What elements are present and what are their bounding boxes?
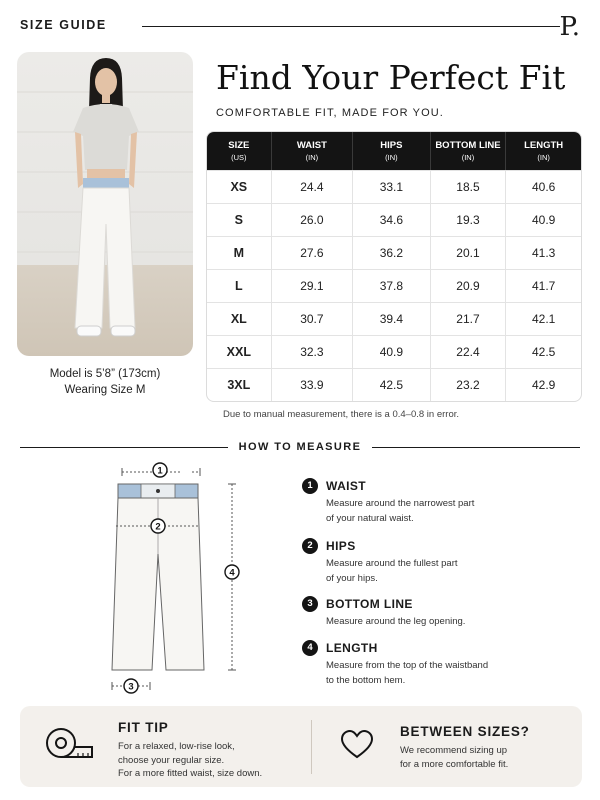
between-sizes-text: We recommend sizing up for a more comfortable fit. bbox=[400, 745, 509, 770]
table-row bbox=[207, 368, 581, 401]
size-guide-label: SIZE GUIDE bbox=[20, 18, 107, 32]
table-row bbox=[207, 203, 581, 236]
length-cell: 41.7 bbox=[505, 269, 581, 302]
heart-icon bbox=[340, 730, 374, 765]
size-cell: XXL bbox=[207, 335, 271, 368]
column-header-bottom-line: BOTTOM LINE (IN) bbox=[430, 132, 506, 170]
hips-cell: 42.5 bbox=[352, 368, 429, 401]
top-bar bbox=[20, 12, 580, 42]
svg-text:3: 3 bbox=[128, 681, 134, 693]
column-header-length: LENGTH (IN) bbox=[505, 132, 581, 170]
how-to-measure-heading bbox=[20, 440, 580, 456]
model-size: Wearing Size M bbox=[64, 384, 146, 396]
bottom-line-cell: 20.9 bbox=[430, 269, 506, 302]
size-chart-table bbox=[206, 131, 582, 402]
hips-cell: 40.9 bbox=[352, 335, 429, 368]
bottom-line-cell: 20.1 bbox=[430, 236, 506, 269]
waist-cell: 29.1 bbox=[271, 269, 353, 302]
table-row bbox=[207, 302, 581, 335]
table-row bbox=[207, 335, 581, 368]
bottom-line-cell: 23.2 bbox=[430, 368, 506, 401]
size-cell: XL bbox=[207, 302, 271, 335]
length-cell: 41.3 bbox=[505, 236, 581, 269]
hips-cell: 33.1 bbox=[352, 170, 429, 203]
size-cell: XS bbox=[207, 170, 271, 203]
step-title: BOTTOM LINE bbox=[326, 597, 413, 611]
length-cell: 42.9 bbox=[505, 368, 581, 401]
step-number: 4 bbox=[302, 640, 318, 656]
tape-measure-icon bbox=[44, 723, 94, 772]
tips-divider bbox=[311, 720, 312, 774]
waist-cell: 27.6 bbox=[271, 236, 353, 269]
step-title: WAIST bbox=[326, 479, 366, 493]
hips-cell: 37.8 bbox=[352, 269, 429, 302]
heading-rule-right bbox=[372, 447, 580, 448]
size-cell: S bbox=[207, 203, 271, 236]
brand-logo: P. bbox=[559, 12, 580, 42]
column-header-waist: WAIST (IN) bbox=[271, 132, 353, 170]
diagram-marker-4 bbox=[225, 565, 239, 579]
bottom-line-cell: 22.4 bbox=[430, 335, 506, 368]
step-description: Measure around the leg opening. bbox=[326, 616, 466, 627]
waist-cell: 33.9 bbox=[271, 368, 353, 401]
fit-tip-text: For a relaxed, low-rise look, choose your regular size. For a more fitted waist, size down. bbox=[118, 741, 263, 779]
tips-panel bbox=[20, 706, 582, 787]
svg-text:2: 2 bbox=[155, 521, 161, 533]
bottom-line-cell: 18.5 bbox=[430, 170, 506, 203]
fit-tip-title: FIT TIP bbox=[118, 720, 169, 735]
column-header-size: SIZE (US) bbox=[207, 132, 271, 170]
page-title: Find Your Perfect Fit bbox=[216, 58, 566, 97]
page-subtitle: COMFORTABLE FIT, MADE FOR YOU. bbox=[216, 107, 444, 119]
size-cell: L bbox=[207, 269, 271, 302]
table-header-row bbox=[207, 132, 581, 170]
bottom-line-cell: 21.7 bbox=[430, 302, 506, 335]
waist-cell: 26.0 bbox=[271, 203, 353, 236]
step-number: 2 bbox=[302, 538, 318, 554]
measurement-note: Due to manual measurement, there is a 0.4–0.8 in error. bbox=[222, 409, 460, 420]
step-title: HIPS bbox=[326, 539, 356, 553]
diagram-marker-1 bbox=[153, 463, 167, 477]
column-header-hips: HIPS (IN) bbox=[352, 132, 429, 170]
section-title: HOW TO MEASURE bbox=[238, 441, 362, 453]
model-height: Model is 5’8” (173cm) bbox=[49, 368, 161, 380]
step-number: 1 bbox=[302, 478, 318, 494]
model-photo bbox=[17, 52, 193, 356]
step-title: LENGTH bbox=[326, 641, 378, 655]
step-description: Measure around the fullest part of your hips. bbox=[326, 558, 458, 584]
size-cell: 3XL bbox=[207, 368, 271, 401]
svg-text:1: 1 bbox=[157, 465, 163, 477]
diagram-marker-3 bbox=[124, 679, 138, 693]
header-rule bbox=[142, 26, 560, 27]
table-row bbox=[207, 236, 581, 269]
length-cell: 42.5 bbox=[505, 335, 581, 368]
step-description: Measure from the top of the waistband to the bottom hem. bbox=[326, 660, 489, 686]
between-sizes-title: BETWEEN SIZES? bbox=[400, 724, 530, 739]
diagram-marker-2 bbox=[151, 519, 165, 533]
waist-cell: 30.7 bbox=[271, 302, 353, 335]
svg-text:4: 4 bbox=[229, 567, 235, 579]
size-cell: M bbox=[207, 236, 271, 269]
hips-cell: 36.2 bbox=[352, 236, 429, 269]
step-number: 3 bbox=[302, 596, 318, 612]
model-caption bbox=[17, 366, 193, 398]
length-cell: 40.6 bbox=[505, 170, 581, 203]
waist-cell: 24.4 bbox=[271, 170, 353, 203]
table-row bbox=[207, 269, 581, 302]
trousers-diagram bbox=[100, 458, 260, 698]
bottom-line-cell: 19.3 bbox=[430, 203, 506, 236]
length-cell: 40.9 bbox=[505, 203, 581, 236]
table-row bbox=[207, 170, 581, 203]
length-cell: 42.1 bbox=[505, 302, 581, 335]
hips-cell: 34.6 bbox=[352, 203, 429, 236]
step-description: Measure around the narrowest part of your natural waist. bbox=[326, 498, 475, 524]
waist-cell: 32.3 bbox=[271, 335, 353, 368]
hips-cell: 39.4 bbox=[352, 302, 429, 335]
